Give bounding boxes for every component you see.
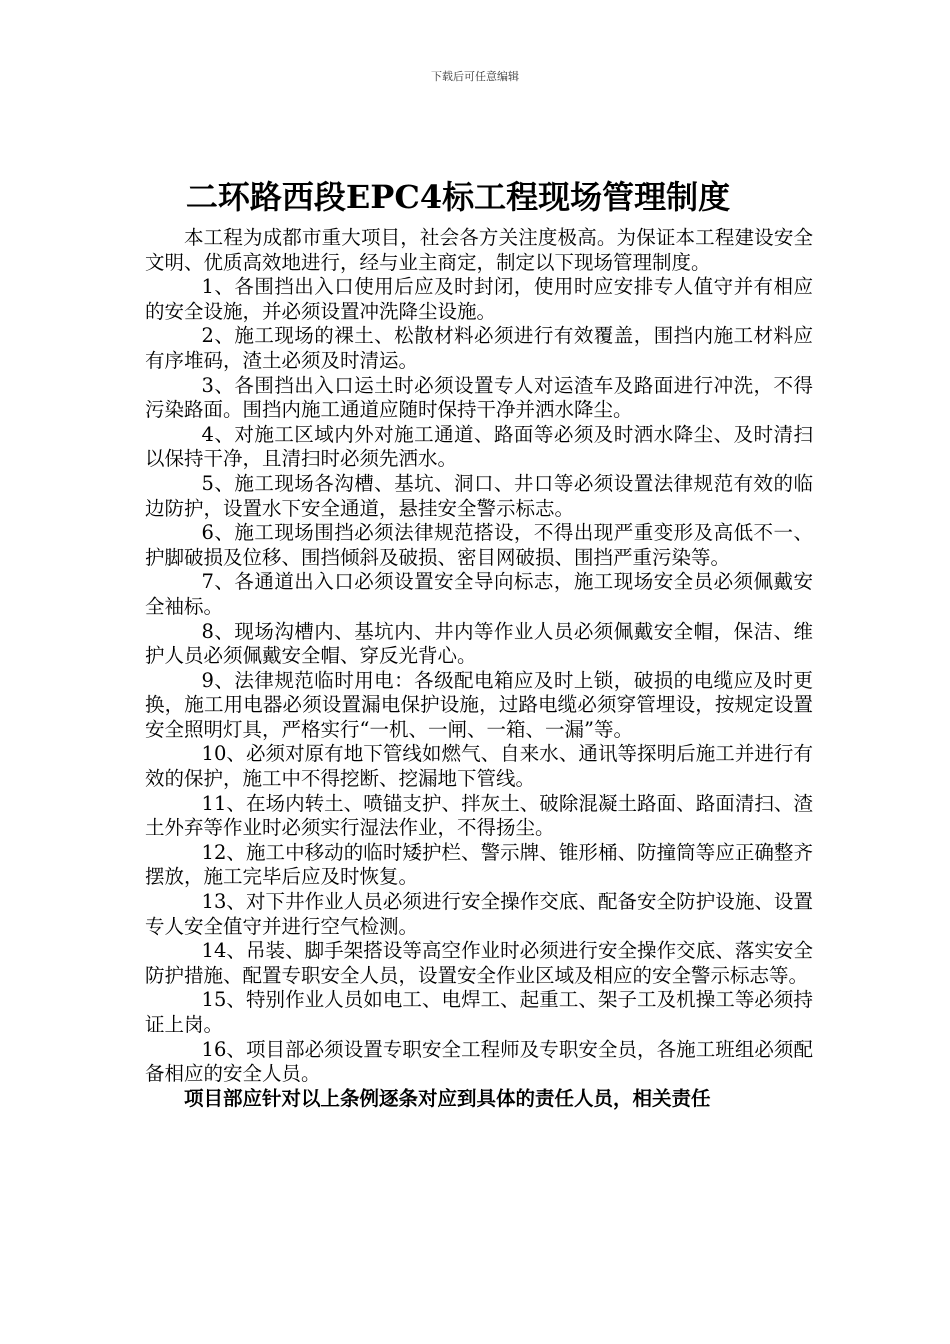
rule-item-12: 12、施工中移动的临时矮护栏、警示牌、锥形桶、防撞筒等应正确整齐摆放，施工完毕后应及时恢复。 bbox=[145, 840, 813, 889]
intro-paragraph: 本工程为成都市重大项目，社会各方关注度极高。为保证本工程建设安全文明、优质高效地进行，经与业主商定，制定以下现场管理制度。 bbox=[145, 226, 813, 274]
final-paragraph: 项目部应针对以上条例逐条对应到具体的责任人员，相关责任 bbox=[184, 1086, 711, 1110]
rule-item-3: 3、各围挡出入口运土时必须设置专人对运渣车及路面进行冲洗，不得污染路面。围挡内施工通道应随时保持干净并洒水降尘。 bbox=[145, 373, 813, 422]
rule-item-10: 10、必须对原有地下管线如燃气、自来水、通讯等探明后施工并进行有效的保护，施工中不得挖断、挖漏地下管线。 bbox=[145, 742, 813, 791]
rule-item-11: 11、在场内转土、喷锚支护、拌灰土、破除混凝土路面、路面清扫、渣土外弃等作业时必须实行湿法作业，不得扬尘。 bbox=[145, 791, 813, 840]
rule-item-1: 1、各围挡出入口使用后应及时封闭，使用时应安排专人值守并有相应的安全设施，并必须设置冲洗降尘设施。 bbox=[145, 275, 813, 323]
page-title: 二环路西段EPC4标工程现场管理制度 bbox=[185, 178, 731, 216]
document-body bbox=[145, 226, 813, 1111]
rule-item-15: 15、特别作业人员如电工、电焊工、起重工、架子工及机操工等必须持证上岗。 bbox=[145, 988, 813, 1036]
rule-item-16: 16、项目部必须设置专职安全工程师及专职安全员，各施工班组必须配备相应的安全人员。 bbox=[145, 1037, 813, 1086]
header-note: 下载后可任意编辑 bbox=[431, 70, 519, 83]
rule-item-9: 9、法律规范临时用电：各级配电箱应及时上锁，破损的电缆应及时更换，施工用电器必须设置漏电保护设施，过路电缆必须穿管埋设，按规定设置安全照明灯具，严格实行“一机、一闸、一箱、一漏”等。 bbox=[145, 668, 813, 741]
rule-item-14: 14、吊装、脚手架搭设等高空作业时必须进行安全操作交底、落实安全防护措施、配置专职安全人员，设置安全作业区域及相应的安全警示标志等。 bbox=[145, 939, 813, 987]
rule-item-8: 8、现场沟槽内、基坑内、井内等作业人员必须佩戴安全帽，保洁、维护人员必须佩戴安全帽、穿反光背心。 bbox=[145, 619, 813, 668]
rule-item-7: 7、各通道出入口必须设置安全导向标志，施工现场安全员必须佩戴安全袖标。 bbox=[145, 570, 813, 618]
rule-item-2: 2、施工现场的裸土、松散材料必须进行有效覆盖，围挡内施工材料应有序堆码，渣土必须及时清运。 bbox=[145, 324, 813, 372]
rule-item-13: 13、对下井作业人员必须进行安全操作交底、配备安全防护设施、设置专人安全值守并进行空气检测。 bbox=[145, 890, 813, 938]
rule-item-6: 6、施工现场围挡必须法律规范搭设，不得出现严重变形及高低不一、护脚破损及位移、围挡倾斜及破损、密目网破损、围挡严重污染等。 bbox=[145, 521, 813, 569]
rule-item-5: 5、施工现场各沟槽、基坑、洞口、井口等必须设置法律规范有效的临边防护，设置水下安全通道，悬挂安全警示标志。 bbox=[145, 471, 813, 520]
rule-item-4: 4、对施工区域内外对施工通道、路面等必须及时洒水降尘、及时清扫以保持干净，且清扫时必须先洒水。 bbox=[145, 422, 813, 471]
